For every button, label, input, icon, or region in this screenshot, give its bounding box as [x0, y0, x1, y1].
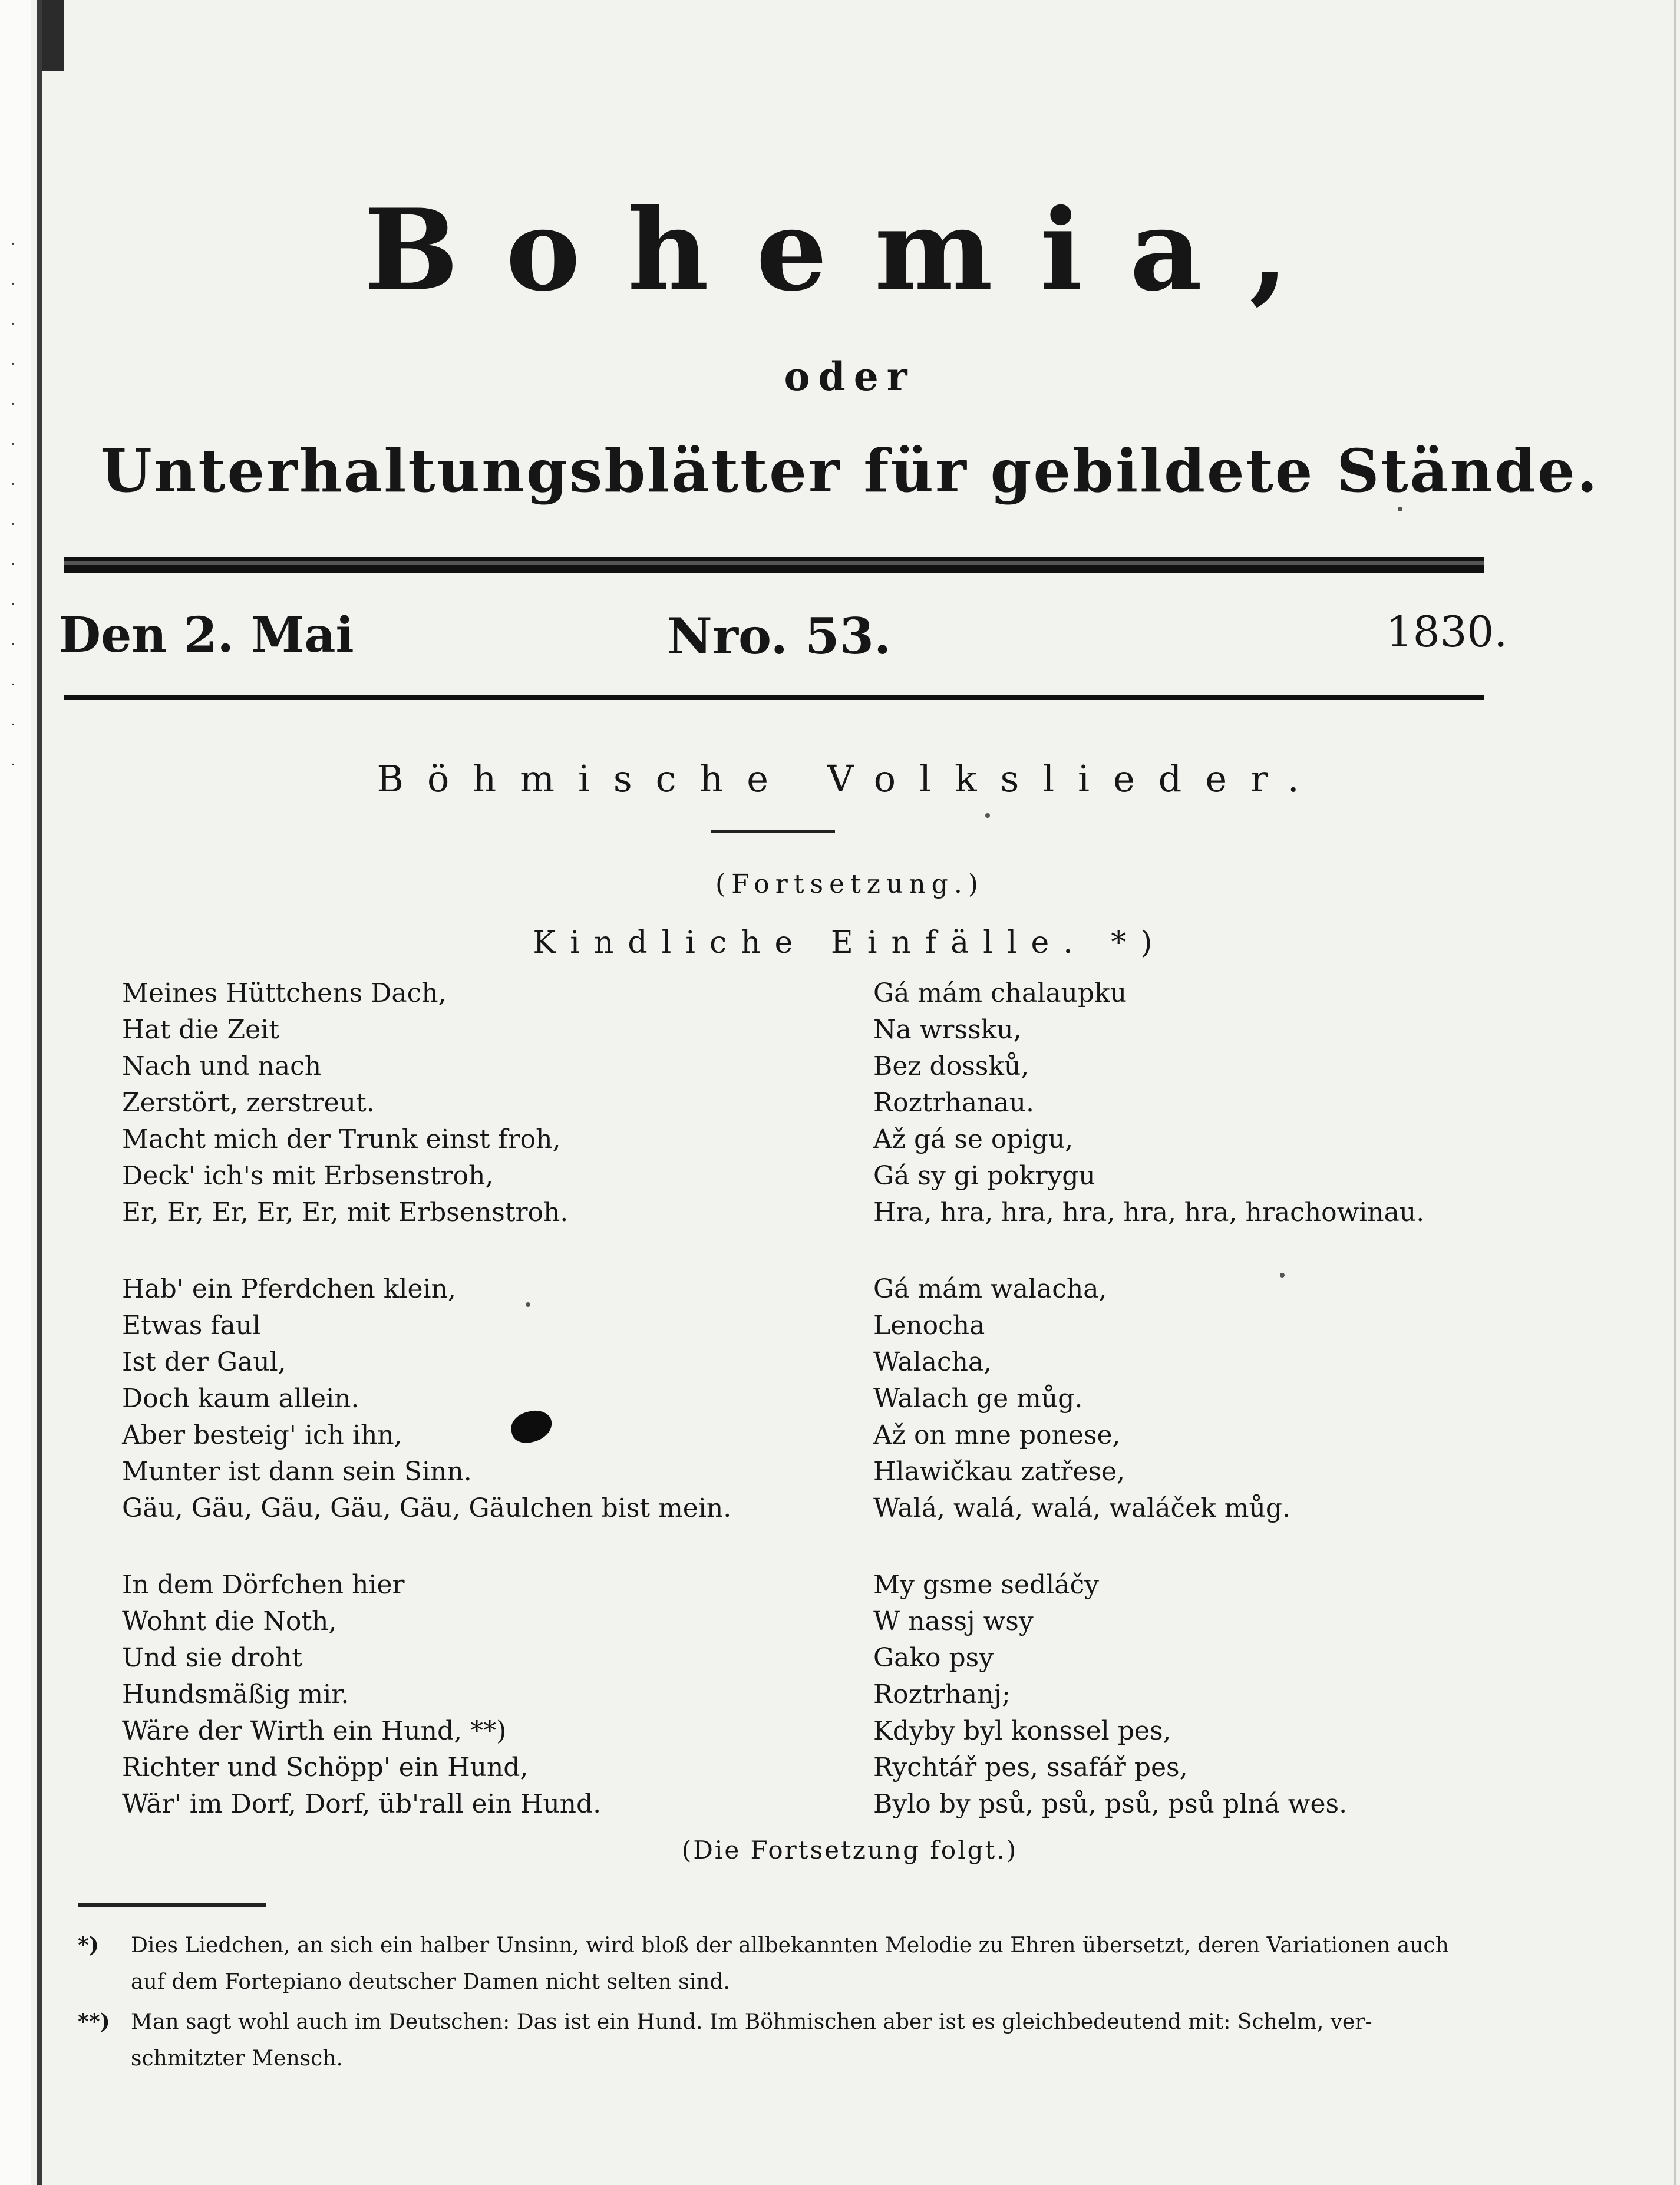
title-rule [711, 830, 835, 833]
verse-line: Lenocha [873, 1311, 985, 1341]
verse-line: Und sie droht [122, 1643, 302, 1673]
issue-year: 1830. [1386, 607, 1508, 656]
verse-line: Hlawičkau zatřese, [873, 1457, 1125, 1487]
issue-date: Den 2. Mai [59, 607, 354, 664]
verse-line: Walacha, [873, 1347, 992, 1377]
footnote-marker: *) [78, 1933, 99, 1958]
verse-line: Bez dossků, [873, 1051, 1029, 1081]
paper-speck [985, 813, 990, 818]
verse-line: Wäre der Wirth ein Hund, **) [122, 1716, 507, 1746]
verse-line: Gäu, Gäu, Gäu, Gäu, Gäu, Gäulchen bist mein. [122, 1493, 732, 1523]
paper-speck [1280, 1273, 1285, 1278]
czech-stanza [873, 1271, 1551, 1527]
verse-line: W nassj wsy [873, 1606, 1034, 1636]
section-title: Böhmische Volkslieder. [377, 757, 1323, 800]
verse-line: Rychtář pes, ssafář pes, [873, 1752, 1188, 1783]
verse-line: Hra, hra, hra, hra, hra, hra, hrachowinau. [873, 1197, 1425, 1227]
verse-line: Meines Hüttchens Dach, [122, 978, 447, 1008]
newspaper-page [42, 24, 1657, 2169]
verse-line: Munter ist dann sein Sinn. [122, 1457, 472, 1487]
verse-line: Gako psy [873, 1643, 994, 1673]
verse-line: Na wrssku, [873, 1015, 1022, 1045]
verse-line: Bylo by psů, psů, psů, psů plná wes. [873, 1789, 1348, 1819]
german-column [122, 975, 829, 1863]
verse-line: Wohnt die Noth, [122, 1606, 337, 1636]
facing-page-fragments: · · · · · · · · · · · · · · [11, 236, 15, 773]
masthead-title: Bohemia, [364, 184, 1336, 316]
verse-line: Walach ge můg. [873, 1384, 1083, 1414]
to-be-continued: (Die Fortsetzung folgt.) [681, 1836, 1018, 1864]
verse-line: Kdyby byl konssel pes, [873, 1716, 1171, 1746]
masthead-subtitle: Unterhaltungsblätter für gebildete Stände. [100, 436, 1599, 506]
footnote-line: auf dem Fortepiano deutscher Damen nicht selten sind. [131, 1970, 730, 1994]
verse-line: Nach und nach [122, 1051, 322, 1081]
verse-line: Doch kaum allein. [122, 1384, 359, 1414]
german-stanza [122, 1567, 829, 1823]
issue-number: Nro. 53. [667, 607, 892, 665]
verse-line: Aber besteig' ich ihn, [122, 1420, 402, 1450]
german-stanza [122, 975, 829, 1231]
verse-line: Hab' ein Pferdchen klein, [122, 1274, 456, 1304]
verse-line: My gsme sedláčy [873, 1570, 1099, 1600]
verse-line: Deck' ich's mit Erbsenstroh, [122, 1161, 494, 1191]
continuation-note: (Fortsetzung.) [715, 869, 984, 899]
verse-line: Walá, walá, walá, waláček můg. [873, 1493, 1290, 1523]
masthead-oder: oder [784, 354, 916, 400]
verse-line: Gá mám walacha, [873, 1274, 1107, 1304]
masthead-rule-inner [64, 561, 1484, 565]
czech-stanza [873, 975, 1551, 1231]
verse-line: Gá mám chalaupku [873, 978, 1127, 1008]
dateline-rule [64, 695, 1484, 700]
verse-line: Wär' im Dorf, Dorf, üb'rall ein Hund. [122, 1789, 602, 1819]
verse-line: Gá sy gi pokrygu [873, 1161, 1095, 1191]
masthead-rule [64, 557, 1484, 573]
czech-column [873, 975, 1551, 1863]
footnote-line: schmitzter Mensch. [131, 2047, 343, 2071]
paper-speck [526, 1302, 530, 1307]
german-stanza [122, 1271, 829, 1527]
verse-line: Až gá se opigu, [873, 1124, 1074, 1154]
footnote-marker: **) [78, 2009, 110, 2034]
verse-line: Er, Er, Er, Er, Er, mit Erbsenstroh. [122, 1197, 569, 1227]
verse-line: Hat die Zeit [122, 1015, 279, 1045]
verse-line: Roztrhanj; [873, 1679, 1011, 1709]
binding-shadow [37, 0, 42, 2185]
verse-line: Hundsmäßig mir. [122, 1679, 349, 1709]
footnote-rule [78, 1903, 266, 1907]
verse-line: Roztrhanau. [873, 1088, 1034, 1118]
verse-line: Zerstört, zerstreut. [122, 1088, 375, 1118]
verse-line: Až on mne ponese, [873, 1420, 1121, 1450]
verse-line: Ist der Gaul, [122, 1347, 286, 1377]
poem-title: Kindliche Einfälle. *) [533, 925, 1167, 961]
verse-line: Etwas faul [122, 1311, 261, 1341]
verse-line: In dem Dörfchen hier [122, 1570, 405, 1600]
paper-speck [1398, 507, 1402, 511]
verse-line: Macht mich der Trunk einst froh, [122, 1124, 561, 1154]
verse-line: Richter und Schöpp' ein Hund, [122, 1752, 529, 1783]
footnote [78, 1927, 1504, 2001]
footnote-line: Dies Liedchen, an sich ein halber Unsinn, wird bloß der allbekannten Melodie zu Ehren übersetzt, deren Variationen auch [131, 1933, 1449, 1958]
page-edge [1674, 0, 1676, 2185]
footnote [78, 2004, 1504, 2077]
footnote-line: Man sagt wohl auch im Deutschen: Das ist ein Hund. Im Böhmischen aber ist es gleichbedeutend mit: Schelm, ver- [131, 2010, 1372, 2034]
czech-stanza [873, 1567, 1551, 1823]
